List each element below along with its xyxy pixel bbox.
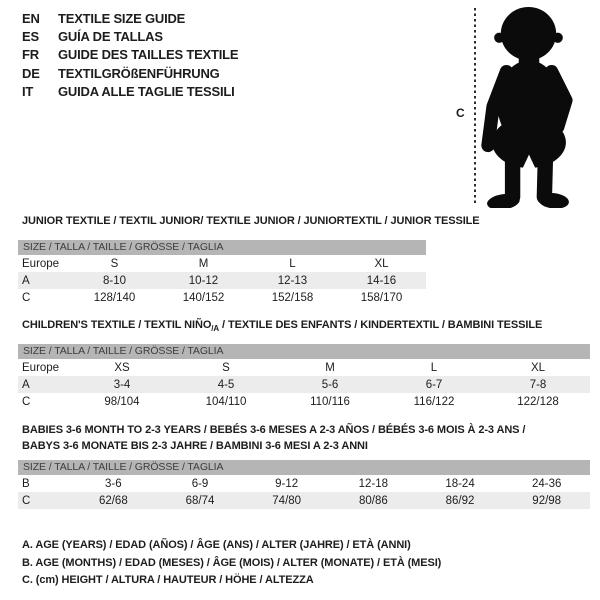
footnote: A. AGE (YEARS) / EDAD (AÑOS) / ÂGE (ANS) / ALTER (JAHRE) / ETÀ (ANNI) — [22, 539, 411, 551]
row-label: Europe — [22, 257, 60, 270]
row-label: Europe — [22, 361, 60, 374]
table-row — [18, 255, 426, 272]
table-cell: XL — [374, 257, 389, 270]
language-row — [22, 27, 238, 45]
language-row — [22, 9, 238, 27]
table-cell: 9-12 — [275, 477, 299, 490]
table-cell: 18-24 — [445, 477, 475, 490]
height-measure-line — [474, 8, 476, 206]
table-cell: 3-4 — [113, 378, 131, 391]
language-code: ES — [22, 29, 39, 45]
table-cell: 140/152 — [182, 291, 225, 304]
table-cell: XS — [114, 361, 130, 374]
table-row — [18, 272, 426, 289]
language-row — [22, 83, 238, 101]
table-cell: M — [198, 257, 209, 270]
table-cell: S — [110, 257, 119, 270]
table-cell: 4-5 — [217, 378, 235, 391]
table-row — [18, 492, 590, 509]
babies-heading-line2: BABYS 3-6 MONATE BIS 2-3 JAHRE / BAMBINI 3-6 MESI A 2-3 ANNI — [22, 439, 368, 452]
babies-size-table — [18, 460, 590, 509]
table-cell: 6-7 — [425, 378, 443, 391]
language-title: GUIDA ALLE TAGLIE TESSILI — [58, 84, 235, 100]
language-title-list — [22, 9, 238, 101]
table-cell: 62/68 — [98, 494, 128, 507]
language-title: GUIDE DES TAILLES TEXTILE — [58, 47, 239, 63]
children-section-heading — [22, 319, 542, 333]
table-cell: 10-12 — [188, 274, 219, 287]
language-code: DE — [22, 65, 40, 81]
row-label: C — [22, 395, 31, 408]
language-title: GUÍA DE TALLAS — [58, 29, 163, 45]
table-cell: 12-13 — [277, 274, 308, 287]
table-cell: 86/92 — [445, 494, 475, 507]
table-rows — [18, 475, 590, 509]
table-cell: 8-10 — [102, 274, 127, 287]
children-heading-text: CHILDREN'S TEXTILE / TEXTIL NIÑO — [22, 319, 212, 331]
table-row — [18, 289, 426, 306]
table-cell: 14-16 — [366, 274, 397, 287]
table-cell: 116/122 — [413, 395, 455, 408]
table-rows — [18, 255, 426, 306]
table-cell: 110/116 — [310, 395, 350, 408]
children-size-table — [18, 344, 590, 410]
language-code: IT — [22, 84, 34, 100]
table-row — [18, 359, 590, 376]
babies-section-heading — [22, 423, 525, 454]
table-row — [18, 376, 590, 393]
table-cell: 74/80 — [272, 494, 302, 507]
table-cell: 122/128 — [517, 395, 559, 408]
table-cell: L — [430, 361, 438, 374]
table-cell: 68/74 — [185, 494, 215, 507]
row-label: C — [22, 494, 31, 507]
table-cell: M — [325, 361, 335, 374]
junior-section-heading: JUNIOR TEXTILE / TEXTIL JUNIOR/ TEXTILE JUNIOR / JUNIORTEXTIL / JUNIOR TESSILE — [22, 215, 480, 227]
table-cell: 128/140 — [93, 291, 136, 304]
table-cell: 80/86 — [358, 494, 388, 507]
table-cell: 24-36 — [531, 477, 562, 490]
table-cell: 158/170 — [360, 291, 403, 304]
toddler-silhouette-icon — [481, 6, 577, 208]
table-cell: 7-8 — [529, 378, 547, 391]
table-cell: 98/104 — [104, 395, 140, 408]
table-cell: 5-6 — [321, 378, 339, 391]
table-cell: 152/158 — [271, 291, 314, 304]
size-bar: SIZE / TALLA / TAILLE / GRÖSSE / TAGLIA — [18, 460, 590, 475]
footnote-legend — [22, 537, 441, 590]
row-label: B — [22, 477, 30, 490]
table-cell: S — [222, 361, 230, 374]
table-rows — [18, 359, 590, 410]
table-row — [18, 475, 590, 492]
row-label: A — [22, 274, 30, 287]
table-cell: 104/110 — [205, 395, 247, 408]
footnote: C. (cm) HEIGHT / ALTURA / HAUTEUR / HÖHE / ALTEZZA — [22, 574, 314, 586]
table-cell: XL — [530, 361, 546, 374]
table-cell: 12-18 — [358, 477, 389, 490]
footnote: B. AGE (MONTHS) / EDAD (MESES) / ÂGE (MOIS) / ALTER (MONATE) / ETÀ (MESI) — [22, 556, 442, 569]
language-title: TEXTILE SIZE GUIDE — [58, 10, 186, 26]
row-label: A — [22, 378, 30, 391]
junior-size-table — [18, 240, 426, 306]
children-heading-text: / TEXTILE DES ENFANTS / KINDERTEXTIL / BAMBINI TESSILE — [219, 319, 543, 331]
language-code: FR — [22, 47, 39, 63]
language-row — [22, 64, 238, 82]
table-cell: L — [289, 257, 296, 270]
babies-heading-line1: BABIES 3-6 MONTH TO 2-3 YEARS / BEBÉS 3-6 MESES A 2-3 AÑOS / BÉBÉS 3-6 MOIS À 2-3 ANS / — [22, 424, 526, 436]
table-row — [18, 393, 590, 410]
language-code: EN — [22, 10, 40, 26]
language-title: TEXTILGRÖßENFÜHRUNG — [58, 65, 220, 81]
table-cell: 6-9 — [191, 477, 209, 490]
children-heading-subscript: /A — [211, 324, 220, 334]
height-measure-label: C — [456, 106, 465, 120]
language-row — [22, 46, 238, 64]
size-bar: SIZE / TALLA / TAILLE / GRÖSSE / TAGLIA — [18, 240, 426, 255]
table-cell: 92/98 — [532, 494, 562, 507]
table-cell: 3-6 — [105, 477, 122, 490]
size-bar: SIZE / TALLA / TAILLE / GRÖSSE / TAGLIA — [18, 344, 590, 359]
row-label: C — [22, 291, 31, 304]
